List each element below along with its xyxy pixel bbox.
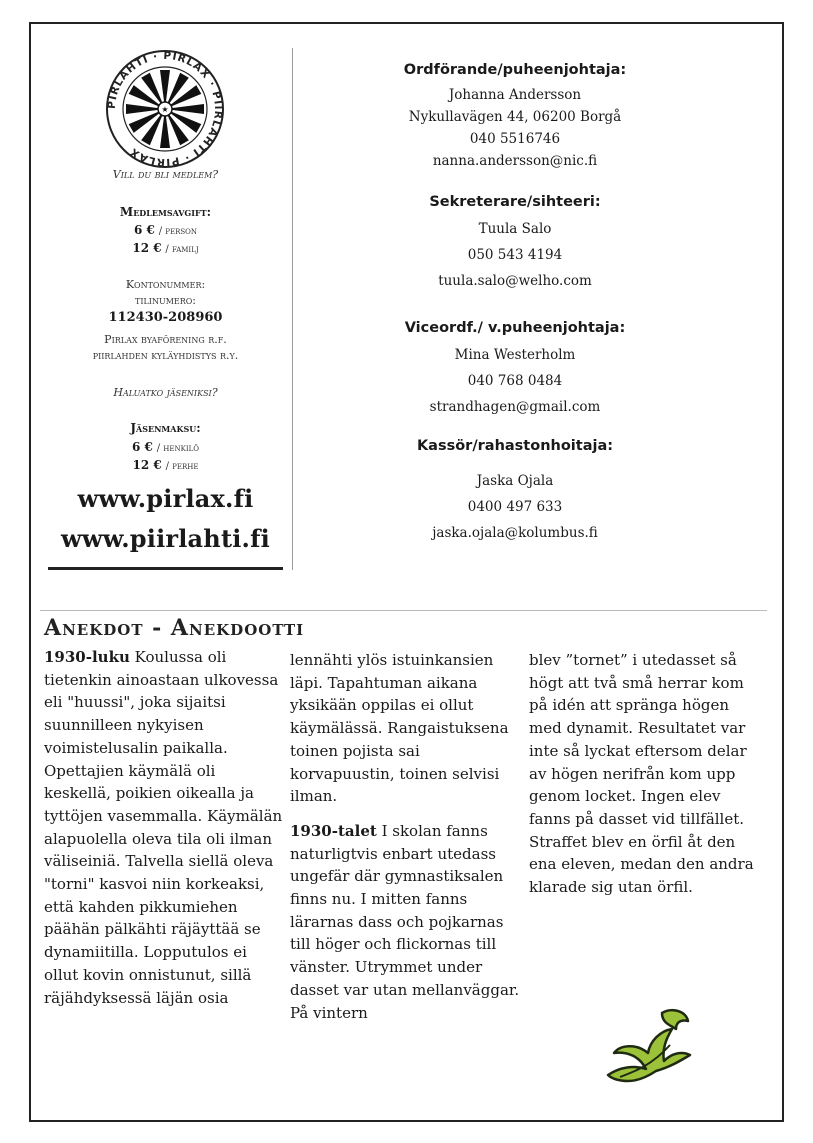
fee-family xyxy=(48,239,283,259)
fee-heading-fi: Jäsenmaksu: xyxy=(130,421,201,435)
member-phone: 050 543 4194 xyxy=(467,247,563,263)
join-question-sv: Vill du bli medlem? xyxy=(112,168,219,181)
anecdote-column-1 xyxy=(44,646,284,1009)
member-name: Mina Westerholm xyxy=(454,347,576,363)
anecdote-fi-lead: 1930-luku xyxy=(44,648,130,666)
panel-divider xyxy=(292,48,293,570)
fee-perhe-amount: 12 € xyxy=(132,458,162,472)
board-member-treasurer xyxy=(300,438,730,546)
anecdote-fi-text-2: lennähti ylös istuinkansien läpi. Tapahtuman aikana yksikään oppilas ei ollut käymälässä. Rangaistuksena toinen pojista sai korvapuustin, toinen selvisi ilman. xyxy=(290,651,509,806)
member-name: Jaska Ojala xyxy=(476,473,554,489)
association-name-fi: piirlahden kyläyhdistys r.y. xyxy=(92,349,239,362)
section-divider xyxy=(40,610,767,611)
board-contacts xyxy=(300,62,730,546)
account-label-sv: Kontonummer: xyxy=(125,278,206,291)
anecdote-sv-text-1: I skolan fanns naturligtvis enbart utedass ungefär där gymnastiksalen finns nu. I mitten fanns lärarnas dass och pojkarnas till höger och flickornas till vänster. Utrymmet under dasset var utan mellanväggar. På vintern xyxy=(290,821,520,1022)
account-number: 112430-208960 xyxy=(108,310,223,325)
member-phone: 0400 497 633 xyxy=(467,499,563,515)
role-title: Kassör/rahastonhoitaja: xyxy=(416,438,614,454)
member-email[interactable]: jaska.ojala@kolumbus.fi xyxy=(432,525,598,541)
member-phone: 040 5516746 xyxy=(469,131,561,147)
fee-family-amount: 12 € xyxy=(132,241,162,255)
account-label-fi: tilinumero: xyxy=(134,294,197,307)
member-address: Nykullavägen 44, 06200 Borgå xyxy=(408,109,622,125)
join-question-fi: Haluatko jäseniksi? xyxy=(113,386,218,399)
anecdote-fi-text-1: Koulussa oli tietenkin ainoastaan ulkovessa eli "huussi", joka sijaitsi suunnilleen nykyisen voimistelusalin paikalla. Opettajien käymälä oli keskellä, poikien oikealla ja tyttöjen vasemmalla. Käymälän alapuolella oleva tila oli ilman väliseiniä. Talvella siellä oleva "torni" kasvoi niin korkeaksi, että kahden pikkumiehen päähän pälkähti räjäyttää se dynamiitilla. Lopputulos ei ollut kovin onnistunut, sillä räjähdyksessä läjän osia xyxy=(44,648,283,1007)
board-member-vice-chair xyxy=(300,320,730,420)
anecdote-sv-text-2: blev ”tornet” i utedasset så högt att två små herrar kom på idén att spränga högen med dynamit. Resultatet var inte så lyckat eftersom delar av högen nerifrån kom upp genom locket. Ingen elev fanns på dasset vid tillfället. Straffet blev en örfil åt den ena eleven, medan den andra klarade sig utan örfil. xyxy=(529,651,754,897)
membership-panel xyxy=(48,48,283,570)
fee-family-unit: / familj xyxy=(165,244,199,255)
fee-person xyxy=(48,221,283,241)
fee-heading-sv: Medlemsavgift: xyxy=(119,205,212,219)
member-name: Johanna Andersson xyxy=(448,87,582,103)
fee-perhe xyxy=(48,456,283,476)
website-link-pirlax[interactable]: www.pirlax.fi xyxy=(77,484,254,513)
fee-henkilo-amount: 6 € xyxy=(132,440,153,454)
website-link-piirlahti[interactable]: www.piirlahti.fi xyxy=(61,524,270,553)
role-title: Ordförande/puheenjohtaja: xyxy=(403,62,627,78)
role-title: Sekreterare/sihteeri: xyxy=(429,194,601,210)
anecdote-title: Anekdot - Anekdootti xyxy=(44,615,305,641)
fee-henkilo xyxy=(48,438,283,458)
anecdote-column-2 xyxy=(290,649,522,1024)
member-email[interactable]: strandhagen@gmail.com xyxy=(429,399,601,415)
member-email[interactable]: tuula.salo@welho.com xyxy=(438,273,592,289)
board-member-chair xyxy=(300,62,730,172)
fee-person-unit: / person xyxy=(158,226,198,237)
windmill-wheel-logo-icon xyxy=(104,48,226,170)
role-title: Viceordf./ v.puheenjohtaja: xyxy=(404,320,626,336)
logo-ring-text: PIRLAHTI · PIRLAX · PIIRLAHTI · PIRLAX xyxy=(105,49,225,169)
member-phone: 040 768 0484 xyxy=(467,373,563,389)
association-name-sv: Pirlax byaförening r.f. xyxy=(104,333,227,346)
board-member-secretary xyxy=(300,194,730,294)
member-name: Tuula Salo xyxy=(478,221,552,237)
fee-henkilo-unit: / henkilö xyxy=(156,443,199,454)
leaf-flourish-ornament-icon xyxy=(600,1005,700,1085)
svg-text:★: ★ xyxy=(161,105,169,114)
anecdote-column-3 xyxy=(529,649,764,899)
anecdote-sv-lead: 1930-talet xyxy=(290,821,377,840)
member-email[interactable]: nanna.andersson@nic.fi xyxy=(432,153,598,169)
fee-perhe-unit: / perhe xyxy=(165,461,199,472)
fee-person-amount: 6 € xyxy=(133,223,155,237)
panel-bottom-rule xyxy=(48,567,283,570)
